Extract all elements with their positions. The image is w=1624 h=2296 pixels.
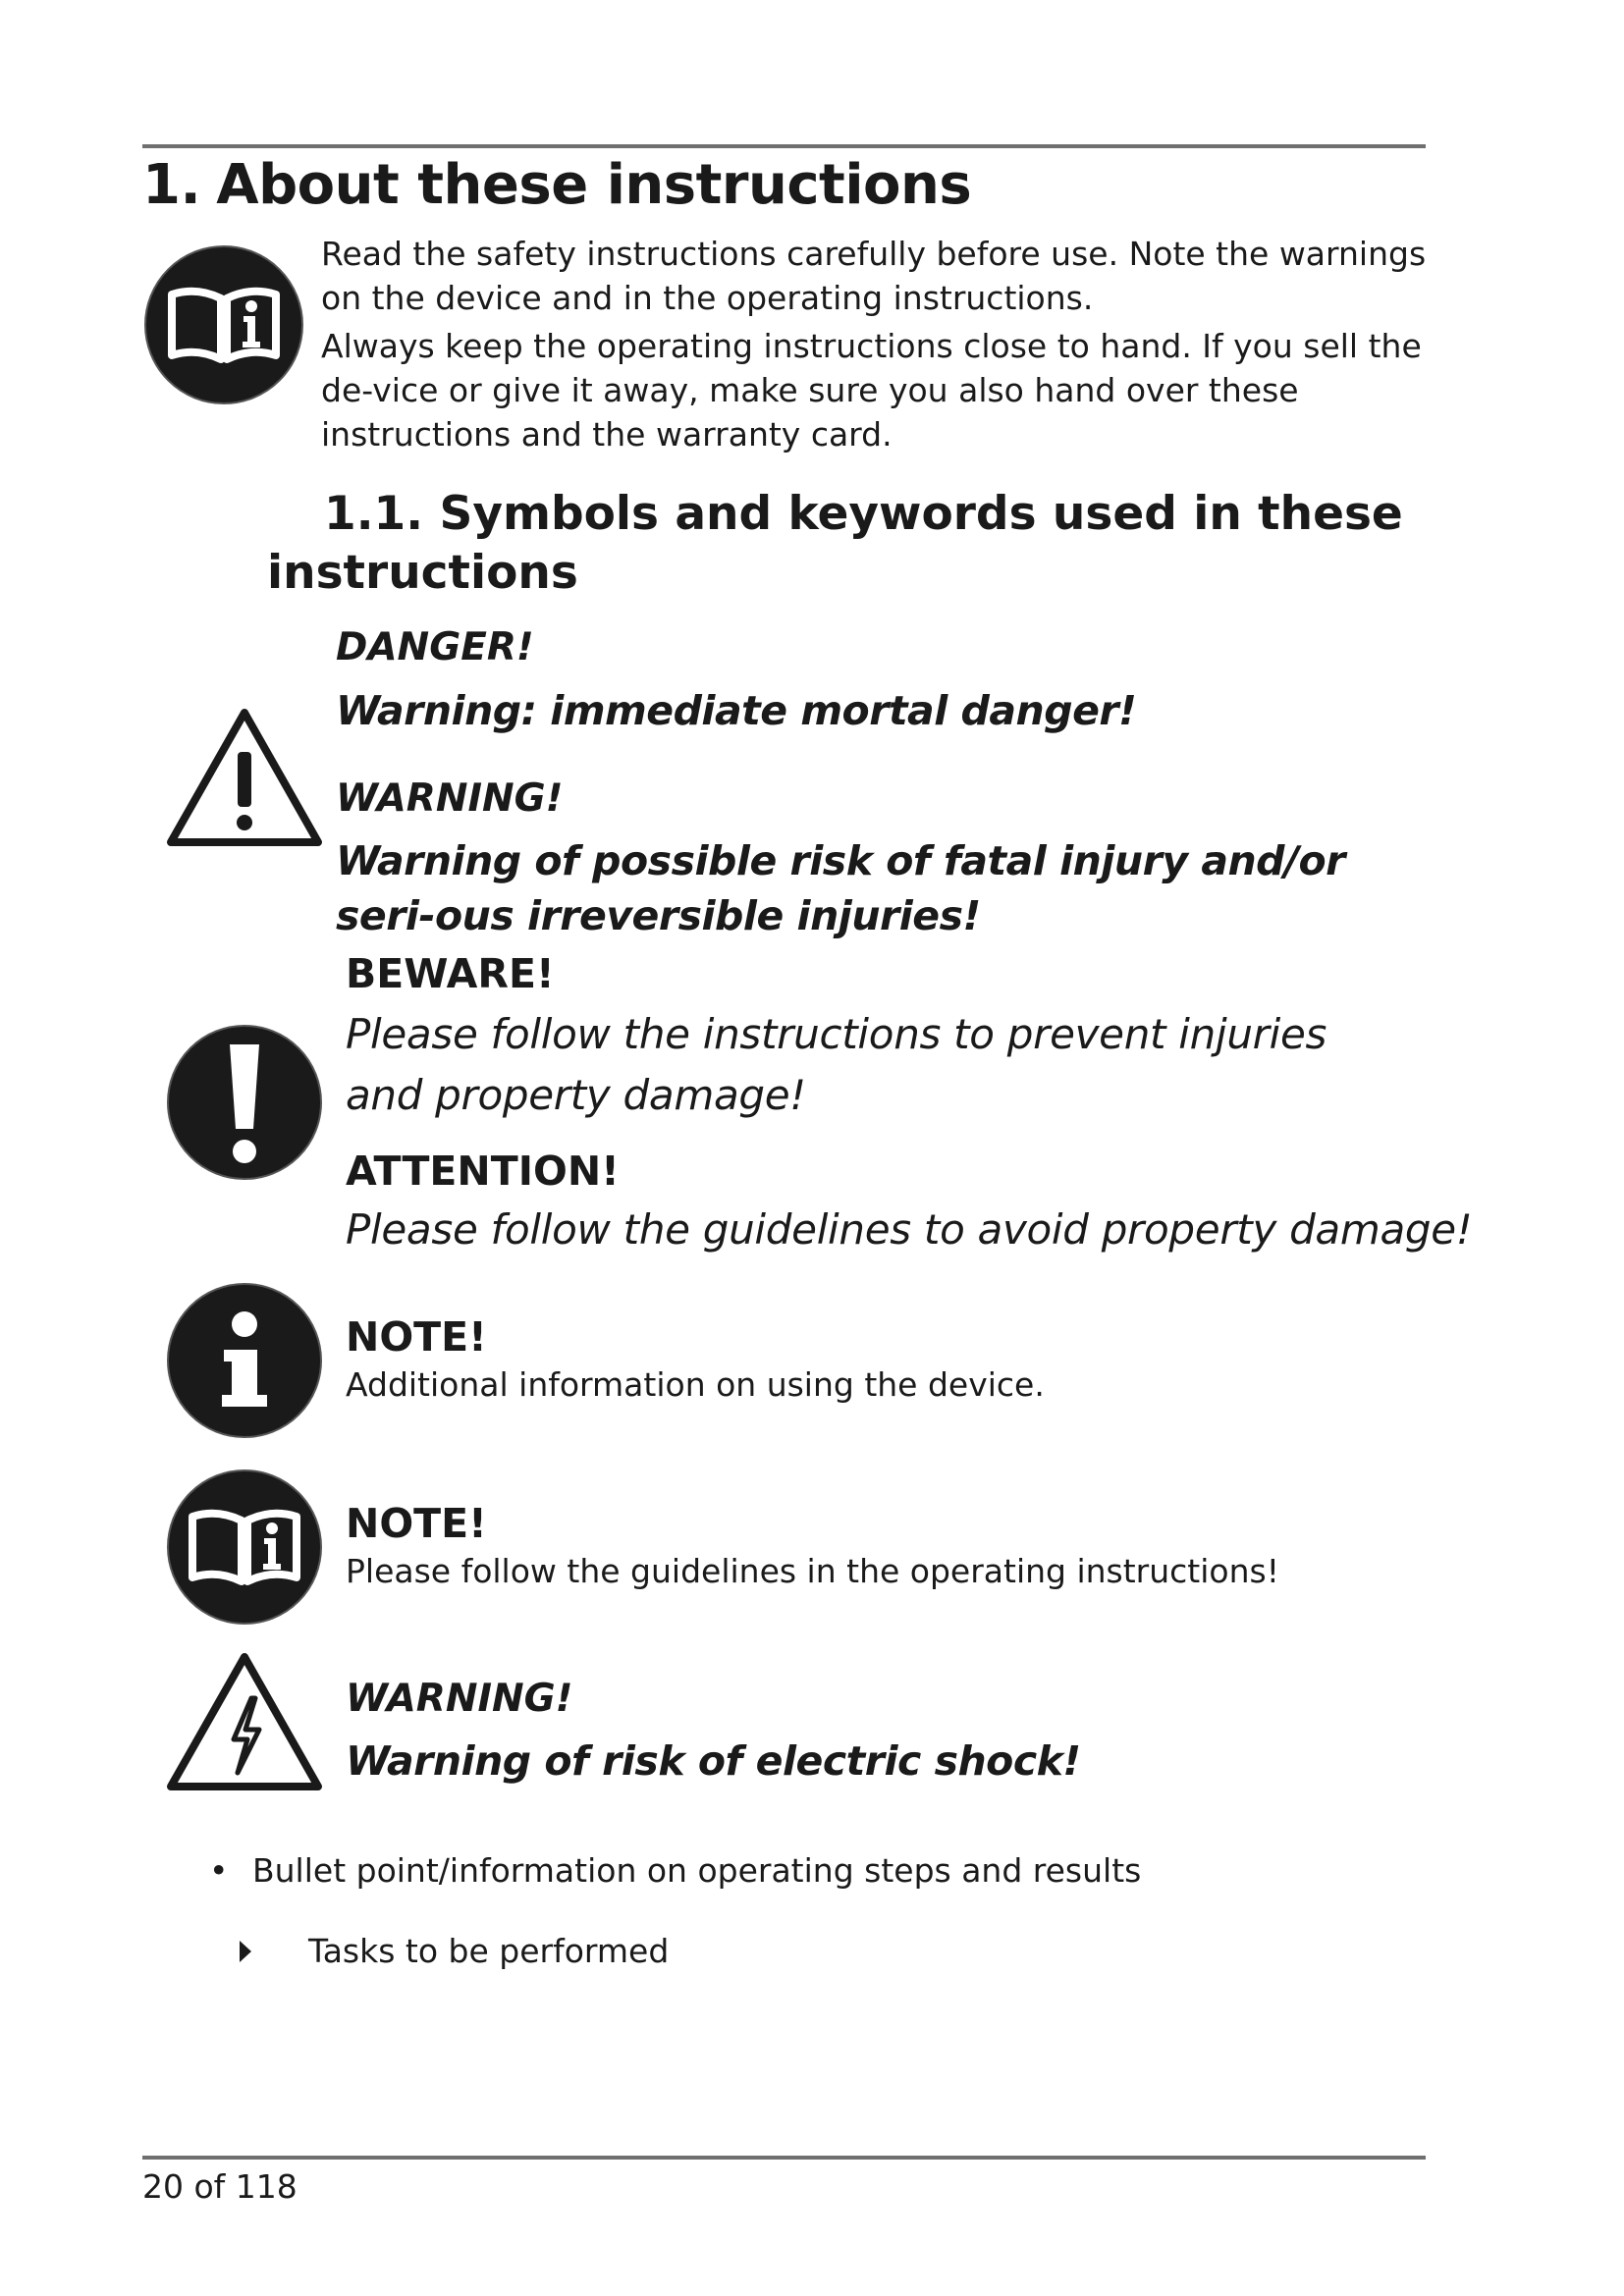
section-heading: [142, 153, 971, 217]
bullet-text: Bullet point/information on operating steps and results: [252, 1851, 1142, 1890]
electric-text: Warning of risk of electric shock!: [346, 1737, 1081, 1785]
read-manual-icon: [142, 243, 305, 406]
subsection-title-line2: instructions: [267, 546, 578, 600]
warning-label: WARNING!: [336, 776, 564, 821]
task-text: Tasks to be performed: [308, 1932, 670, 1970]
note-manual-label: NOTE!: [346, 1500, 487, 1547]
note-info-text: Additional information on using the device.: [346, 1365, 1045, 1404]
attention-text: Please follow the guidelines to avoid property damage!: [346, 1205, 1473, 1254]
bottom-rule: [142, 2156, 1426, 2160]
electric-label: WARNING!: [346, 1677, 573, 1721]
subsection-heading: [267, 485, 1403, 603]
page-number: 20 of 118: [142, 2167, 298, 2206]
intro-paragraph-2: Always keep the operating instructions close to hand. If you sell the de-vice or give it away, make sure you also hand over these instructions and the warranty card.: [321, 327, 1422, 454]
top-rule: [142, 144, 1426, 148]
subsection-number: 1.1.: [324, 487, 424, 541]
electric-shock-icon: [165, 1651, 324, 1792]
info-circle-icon: [165, 1281, 324, 1440]
section-title: About these instructions: [216, 153, 972, 217]
danger-text: Warning: immediate mortal danger!: [336, 687, 1137, 734]
task-arrow-icon: [239, 1940, 252, 1963]
subsection-title-line1: Symbols and keywords used in these: [439, 487, 1403, 541]
beware-text: Please follow the instructions to prevent injuries and property damage!: [346, 1010, 1327, 1119]
note-info-label: NOTE!: [346, 1313, 487, 1361]
intro-text: [321, 232, 1431, 456]
warning-triangle-icon: [165, 707, 324, 848]
manual-circle-icon: [165, 1468, 324, 1627]
note-manual-text: Please follow the guidelines in the operating instructions!: [346, 1552, 1279, 1590]
bullet-symbol: •: [209, 1851, 229, 1890]
warning-text: Warning of possible risk of fatal injury and/or seri-ous irreversible injuries!: [336, 837, 1345, 939]
attention-label: ATTENTION!: [346, 1148, 620, 1195]
section-number: 1.: [142, 153, 201, 217]
beware-label: BEWARE!: [346, 950, 555, 997]
intro-paragraph-1: Read the safety instructions carefully before use. Note the warnings on the device and in the operating instructions.: [321, 235, 1427, 317]
danger-label: DANGER!: [336, 625, 534, 669]
exclamation-circle-icon: [165, 1023, 324, 1182]
